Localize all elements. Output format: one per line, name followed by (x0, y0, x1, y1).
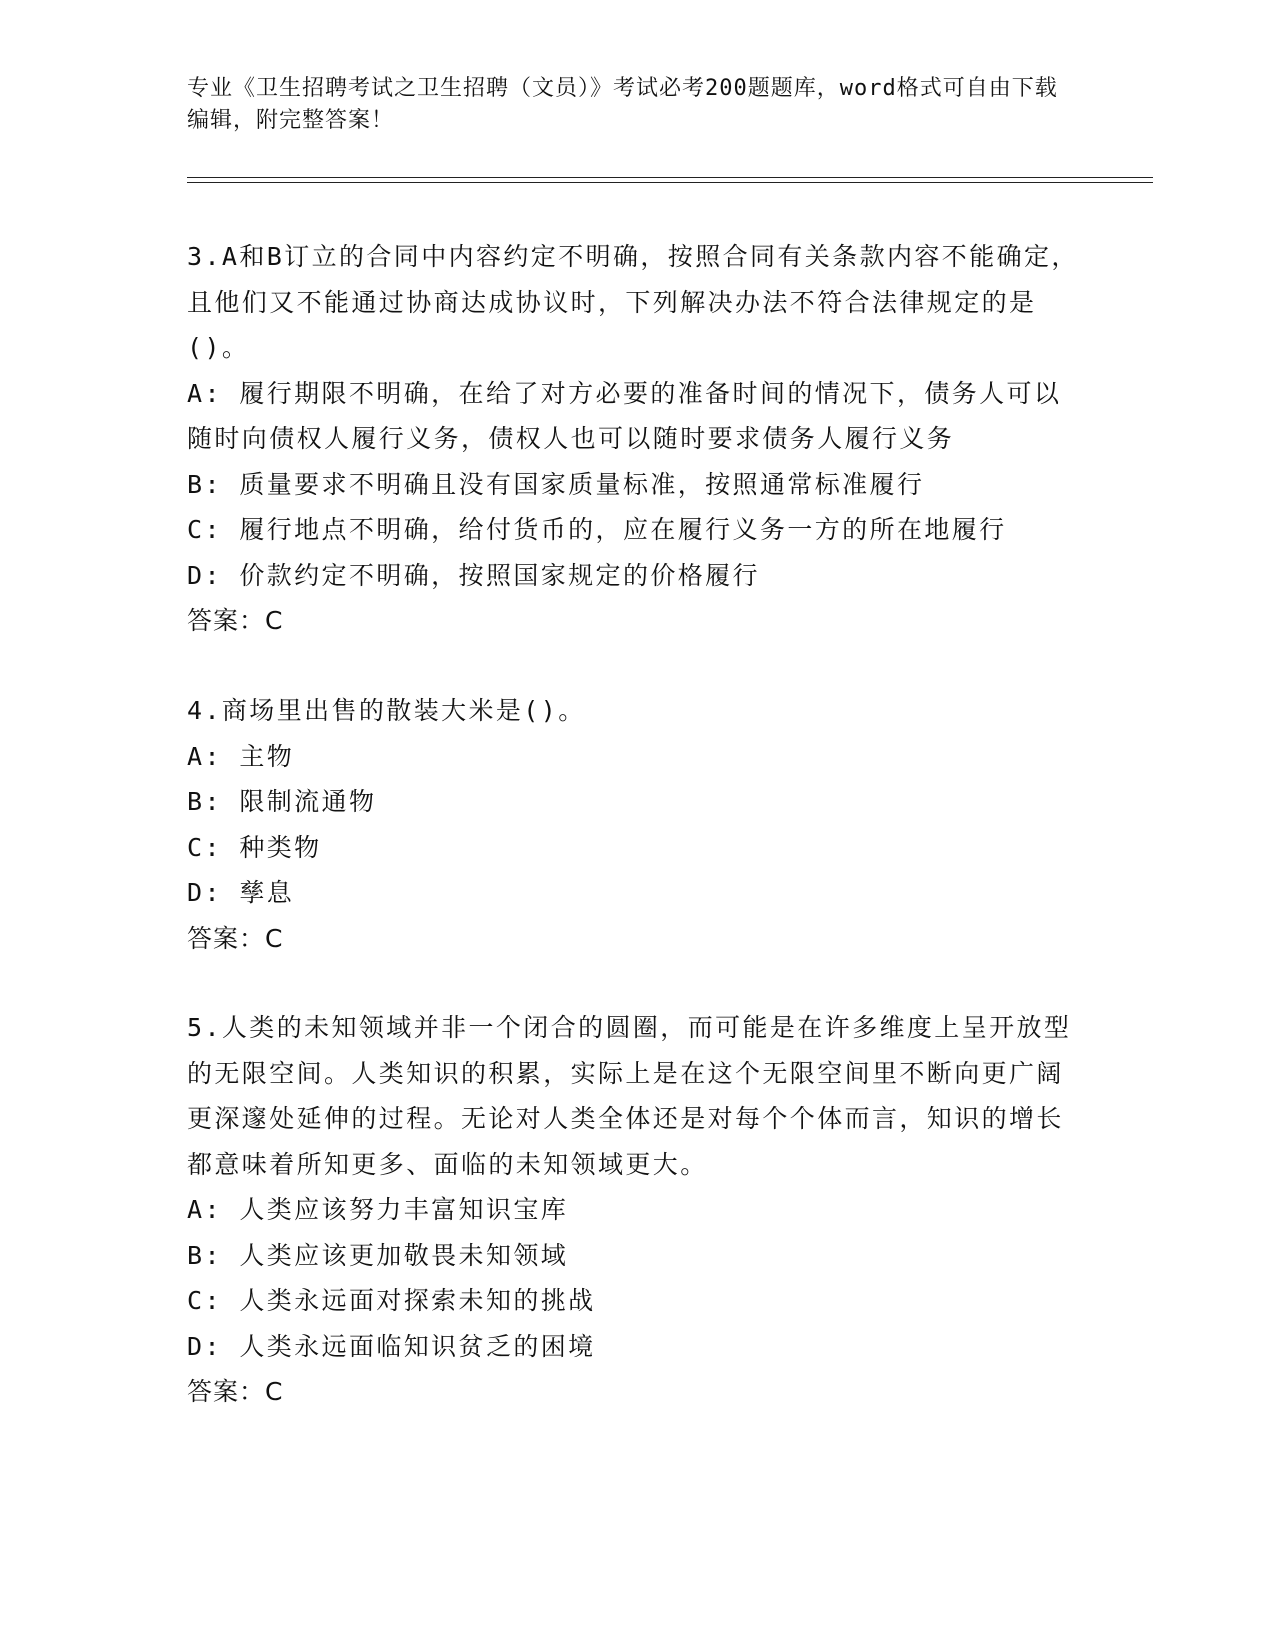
question-block (187, 234, 1087, 644)
option-d: D: 价款约定不明确，按照国家规定的价格履行 (187, 560, 760, 590)
question-stem: 3.A和B订立的合同中内容约定不明确，按照合同有关条款内容不能确定，且他们又不能通过协商达成协议时，下列解决办法不符合法律规定的是()。 (187, 242, 1079, 362)
option-a: A: 主物 (187, 741, 295, 771)
document-header: 专业《卫生招聘考试之卫生招聘（文员）》考试必考200题题库，word格式可自由下载编辑，附完整答案！ (187, 76, 1058, 133)
header-divider-bottom (187, 182, 1153, 183)
header-divider-top (187, 177, 1153, 178)
option-b: B: 质量要求不明确且没有国家质量标准，按照通常标准履行 (187, 469, 925, 499)
answer-line: 答案：C (187, 923, 284, 953)
answer-line: 答案：C (187, 1377, 284, 1406)
answer-line: 答案：C (187, 606, 284, 635)
option-c: C: 履行地点不明确，给付货币的，应在履行义务一方的所在地履行 (187, 515, 1007, 544)
option-b: B: 人类应该更加敬畏未知领域 (187, 1240, 569, 1270)
option-d: D: 孳息 (187, 878, 295, 907)
option-b: B: 限制流通物 (187, 787, 377, 816)
option-a: A: 人类应该努力丰富知识宝库 (187, 1195, 569, 1224)
option-c: C: 人类永远面对探索未知的挑战 (187, 1286, 596, 1315)
option-c: C: 种类物 (187, 832, 322, 862)
option-d: D: 人类永远面临知识贫乏的困境 (187, 1331, 596, 1361)
question-block (187, 688, 1087, 961)
option-a: A: 履行期限不明确，在给了对方必要的准备时间的情况下，债务人可以随时向债权人履行义务，债权人也可以随时要求债务人履行义务 (187, 378, 1062, 453)
question-block (187, 1005, 1087, 1415)
question-stem: 5.人类的未知领域并非一个闭合的圆圈，而可能是在许多维度上呈开放型的无限空间。人类知识的积累，实际上是在这个无限空间里不断向更广阔更深邃处延伸的过程。无论对人类全体还是对每个个体而言，知识的增长都意味着所知更多、面临的未知领域更大。 (187, 1013, 1072, 1179)
question-stem: 4.商场里出售的散装大米是()。 (187, 696, 586, 725)
